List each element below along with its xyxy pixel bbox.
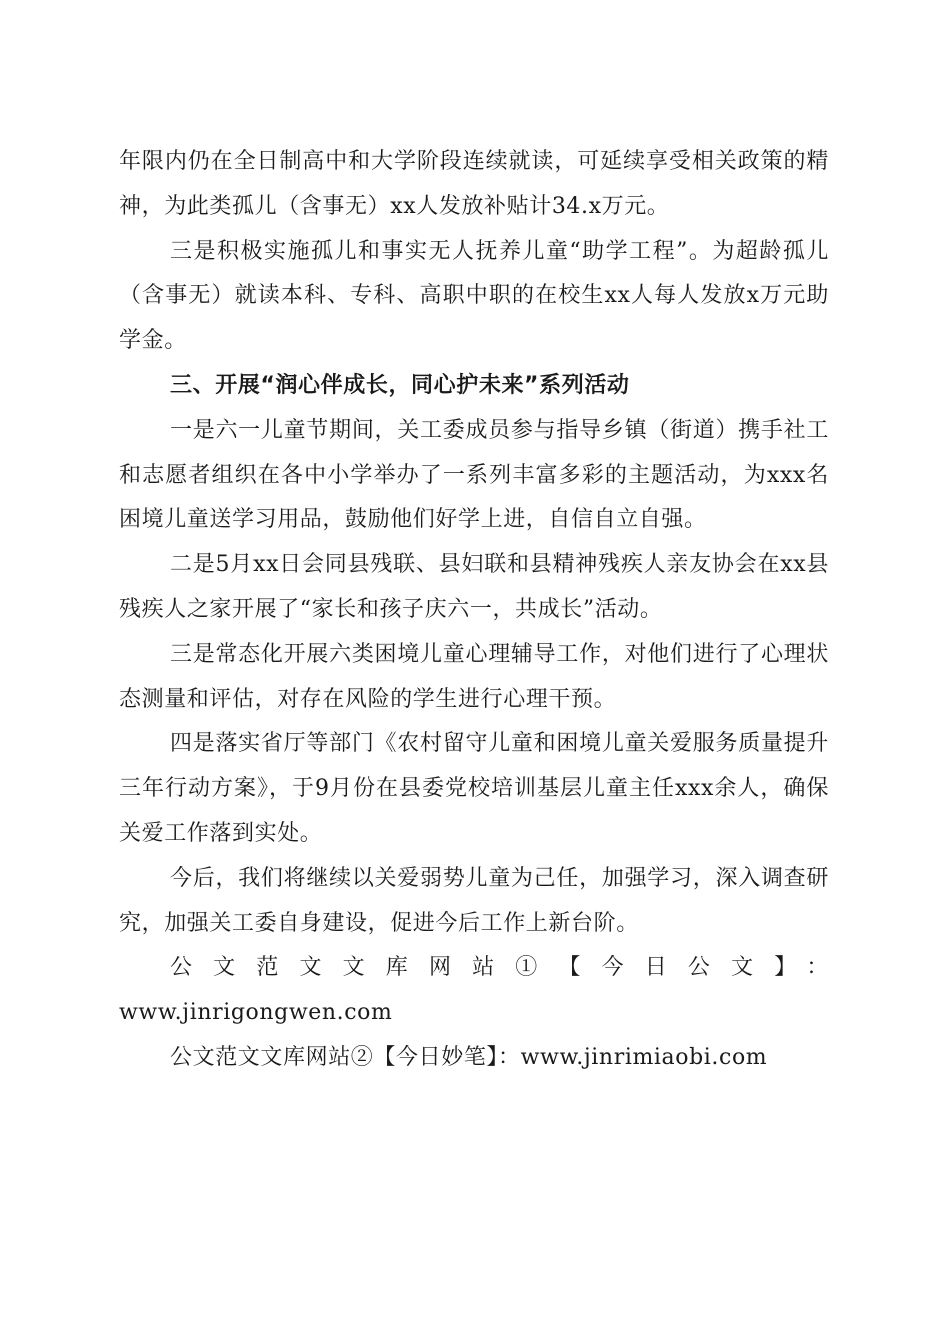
document-body [119, 140, 829, 1081]
footer-reference-2: 公文范文文库网站②【今日妙笔】：www.jinrimiaobi.com [170, 1044, 768, 1070]
paragraph-continuation: 年限内仍在全日制高中和大学阶段连续就读，可延续享受相关政策的精神，为此类孤儿（含事无）xx人发放补贴计34.x万元。 [119, 149, 829, 219]
footer-reference-1-url[interactable]: www.jinrigongwen.com [119, 1000, 393, 1026]
paragraph-conclusion: 今后，我们将继续以关爱弱势儿童为己任，加强学习，深入调查研究，加强关工委自身建设，促进今后工作上新台阶。 [119, 865, 829, 936]
paragraph-training: 四是落实省厅等部门《农村留守儿童和困境儿童关爱服务质量提升三年行动方案》，于9月份在县委党校培训基层儿童主任xxx余人，确保关爱工作落到实处。 [119, 731, 829, 846]
section-heading: 三、开展“润心伴成长，同心护未来”系列活动 [170, 372, 630, 398]
paragraph-counseling: 三是常态化开展六类困境儿童心理辅导工作，对他们进行了心理状态测量和评估，对存在风险的学生进行心理干预。 [119, 641, 829, 712]
paragraph-may-event: 二是5月xx日会同县残联、县妇联和县精神残疾人亲友协会在xx县残疾人之家开展了“家长和孩子庆六一，共成长”活动。 [119, 552, 829, 622]
footer-reference-1: 公文范文文库网站①【今日公文】： [170, 955, 829, 981]
paragraph-childrens-day: 一是六一儿童节期间，关工委成员参与指导乡镇（街道）携手社工和志愿者组织在各中小学举办了一系列丰富多彩的主题活动，为xxx名困境儿童送学习用品，鼓励他们好学上进，自信自立自强。 [119, 417, 829, 533]
paragraph-study-aid: 三是积极实施孤儿和事实无人抚养儿童“助学工程”。为超龄孤儿（含事无）就读本科、专科、高职中职的在校生xx人每人发放x万元助学金。 [119, 238, 829, 354]
